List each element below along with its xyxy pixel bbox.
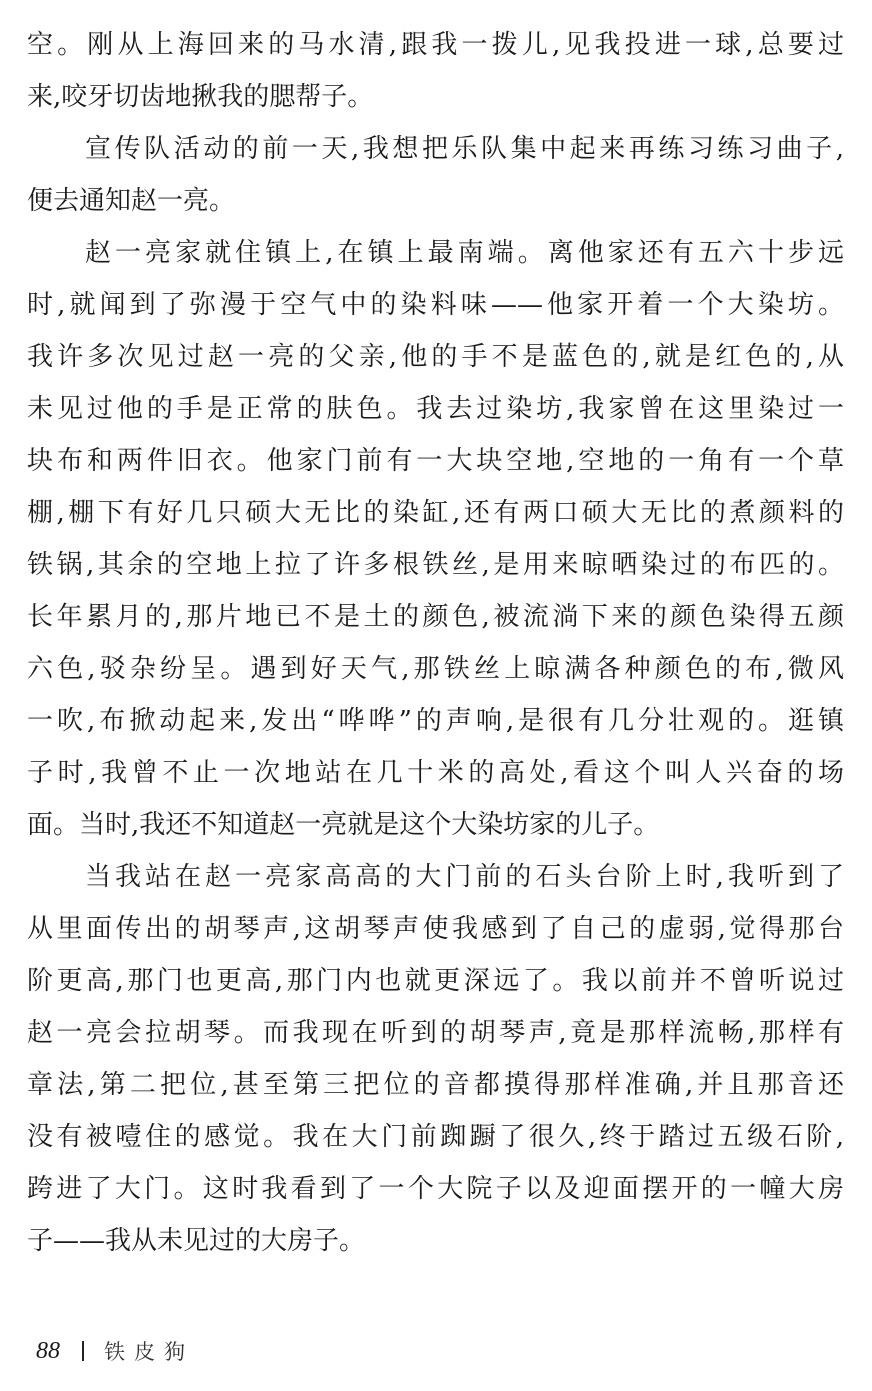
text-line: 便去通知赵一亮。 bbox=[27, 186, 236, 216]
text-line: 章法,第二把位,甚至第三把位的音都摸得那样准确,并且那音还 bbox=[27, 1070, 844, 1100]
page-footer bbox=[36, 1334, 194, 1368]
text-line: 没有被噎住的感觉。我在大门前踟蹰了很久,终于踏过五级石阶, bbox=[27, 1122, 844, 1152]
text-line: 从里面传出的胡琴声,这胡琴声使我感到了自己的虚弱,觉得那台 bbox=[27, 914, 844, 944]
text-line: 一吹,布掀动起来,发出“哗哗”的声响,是很有几分壮观的。逛镇 bbox=[27, 706, 844, 736]
paragraph bbox=[27, 227, 844, 851]
text-line: 长年累月的,那片地已不是土的颜色,被流淌下来的颜色染得五颜 bbox=[27, 602, 844, 632]
text-line: 赵一亮会拉胡琴。而我现在听到的胡琴声,竟是那样流畅,那样有 bbox=[27, 1018, 844, 1048]
text-line: 宣传队活动的前一天,我想把乐队集中起来再练习练习曲子, bbox=[85, 134, 844, 164]
text-line: 跨进了大门。这时我看到了一个大院子以及迎面摆开的一幢大房 bbox=[27, 1174, 844, 1204]
text-line: 子——我从未见过的大房子。 bbox=[27, 1226, 366, 1256]
text-line: 空。刚从上海回来的马水清,跟我一拨儿,见我投进一球,总要过 bbox=[27, 30, 844, 60]
paragraph bbox=[27, 19, 844, 123]
footer-divider bbox=[82, 1341, 84, 1361]
text-line: 我许多次见过赵一亮的父亲,他的手不是蓝色的,就是红色的,从 bbox=[27, 342, 844, 372]
paragraph bbox=[27, 851, 844, 1267]
text-line: 阶更高,那门也更高,那门内也就更深远了。我以前并不曾听说过 bbox=[27, 966, 844, 996]
text-line: 未见过他的手是正常的肤色。我去过染坊,我家曾在这里染过一 bbox=[27, 394, 844, 424]
text-line: 当我站在赵一亮家高高的大门前的石头台阶上时,我听到了 bbox=[85, 862, 844, 892]
text-line: 棚,棚下有好几只硕大无比的染缸,还有两口硕大无比的煮颜料的 bbox=[27, 498, 844, 528]
text-line: 铁锅,其余的空地上拉了许多根铁丝,是用来晾晒染过的布匹的。 bbox=[27, 550, 844, 580]
paragraph bbox=[27, 123, 844, 227]
page-number: 88 bbox=[36, 1337, 60, 1364]
text-line: 时,就闻到了弥漫于空气中的染料味——他家开着一个大染坊。 bbox=[27, 290, 844, 320]
book-title: 铁皮狗 bbox=[104, 1340, 194, 1364]
text-line: 六色,驳杂纷呈。遇到好天气,那铁丝上晾满各种颜色的布,微风 bbox=[27, 654, 844, 684]
text-line: 赵一亮家就住镇上,在镇上最南端。离他家还有五六十步远 bbox=[85, 238, 844, 268]
text-line: 子时,我曾不止一次地站在几十米的高处,看这个叫人兴奋的场 bbox=[27, 758, 844, 788]
text-line: 块布和两件旧衣。他家门前有一大块空地,空地的一角有一个草 bbox=[27, 446, 844, 476]
text-line: 面。当时,我还不知道赵一亮就是这个大染坊家的儿子。 bbox=[27, 810, 660, 840]
body-text bbox=[27, 19, 844, 1267]
text-line: 来,咬牙切齿地揪我的腮帮子。 bbox=[27, 82, 374, 112]
